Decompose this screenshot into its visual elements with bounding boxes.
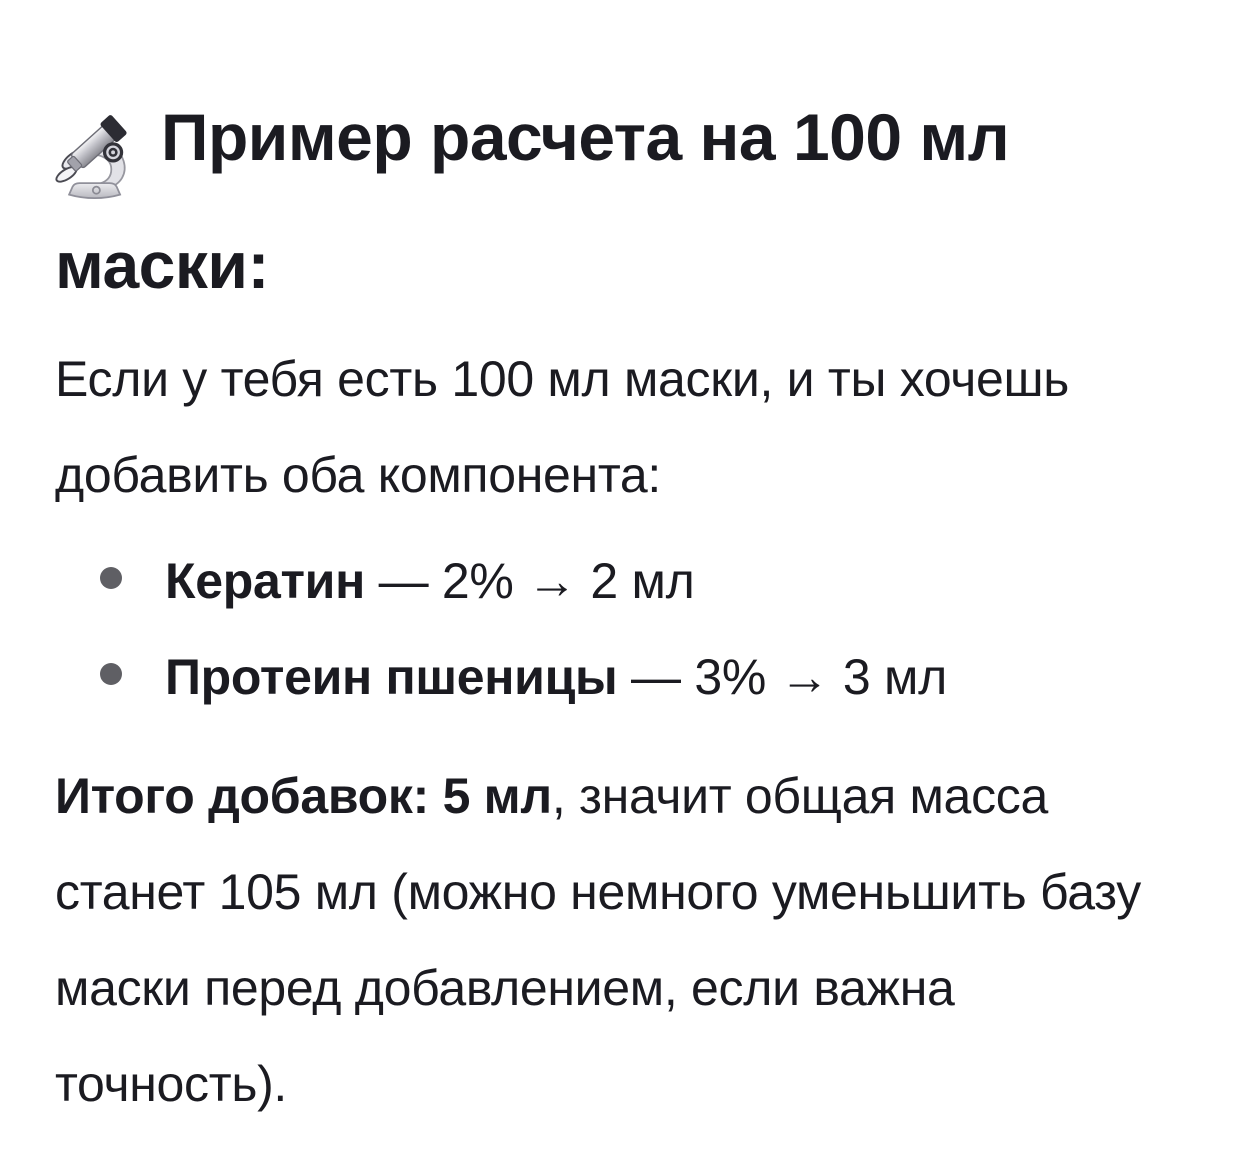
list-item-keratin [55, 533, 1170, 629]
component-name: Кератин [165, 553, 365, 609]
component-value: — 3% → 3 мл [617, 649, 947, 705]
components-list [55, 533, 1170, 725]
component-value: — 2% → 2 мл [365, 553, 695, 609]
list-item-wheat-protein [55, 629, 1170, 725]
summary-paragraph [55, 748, 1170, 1132]
intro-paragraph: Если у тебя есть 100 мл маски, и ты хочешь добавить оба компонента: [55, 351, 1070, 503]
microscope-icon [55, 111, 143, 214]
component-name: Протеин пшеницы [165, 649, 618, 705]
section-heading [55, 86, 1170, 317]
summary-rest: , значит общая масса станет 105 мл (можно немного уменьшить базу маски перед добавлением, если важна точность). [55, 768, 1141, 1112]
bullet-icon [100, 663, 122, 685]
summary-total: Итого добавок: 5 мл [55, 768, 552, 824]
heading-text: Пример расчета на 100 мл маски: [55, 100, 1010, 302]
bullet-icon [100, 567, 122, 589]
